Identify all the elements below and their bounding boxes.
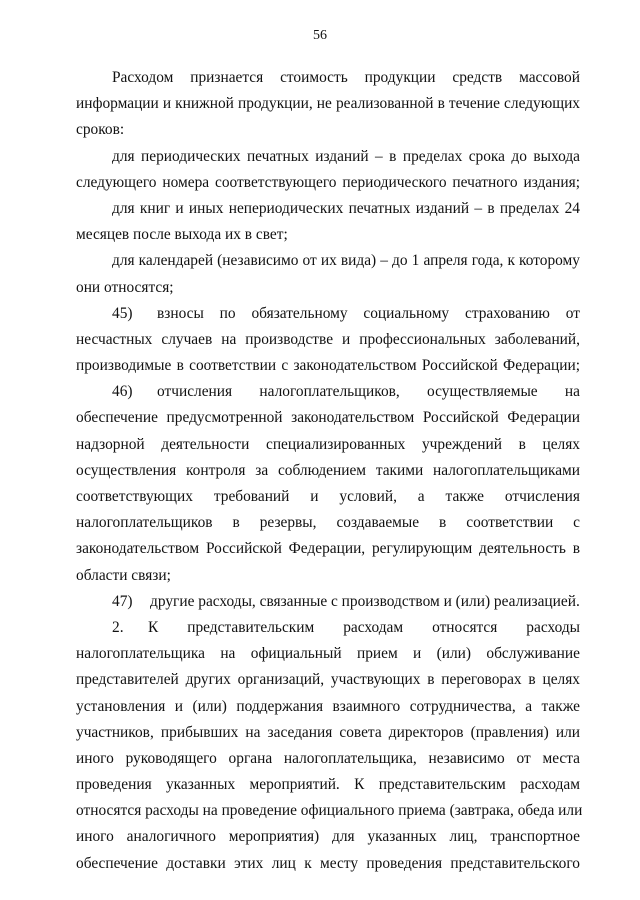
text-line: взносы по обязательному социальному страхованию от — [157, 304, 580, 322]
text-line: К представительским расходам относятся расходы — [148, 618, 580, 636]
text-line: участников, прибывших на заседания совета директоров (правления) или — [76, 723, 580, 741]
text-line: надзорной деятельности специализированных учреждений в целях — [76, 435, 580, 453]
text-line: иного руководящего органа налогоплательщика, независимо от места — [76, 749, 580, 767]
text-line: налогоплательщика на официальный прием и (или) обслуживание — [76, 645, 580, 663]
item-number: 45) — [112, 304, 133, 322]
text-line: следующего номера соответствующего периодического печатного издания; — [76, 173, 580, 191]
text-line: законодательством Российской Федерации, регулирующим деятельность в — [76, 540, 580, 558]
text-line: сроков: — [76, 121, 125, 139]
text-line: обеспечение доставки этих лиц к месту проведения представительского — [76, 854, 580, 872]
text-line: иного аналогичного мероприятия) для указанных лиц, транспортное — [76, 828, 580, 846]
text-line: для книг и иных непериодических печатных изданий – в пределах 24 — [112, 199, 580, 217]
list-item-47 — [76, 589, 580, 615]
text-line: информации и книжной продукции, не реализованной в течение следующих — [76, 95, 580, 113]
text-line: другие расходы, связанные с производством и (или) реализацией. — [150, 592, 580, 610]
page-number: 56 — [313, 28, 327, 43]
text-line: представителей других организаций, участвующих в переговорах в целях — [76, 671, 580, 689]
text-line: несчастных случаев на производстве и профессиональных заболеваний, — [76, 330, 580, 348]
item-number: 46) — [112, 383, 133, 401]
list-item-2 — [76, 615, 580, 641]
text-line: установления и (или) поддержания взаимного сотрудничества, а также — [76, 697, 580, 715]
document-body — [76, 65, 583, 877]
text-line: для календарей (независимо от их вида) – до 1 апреля года, к которому — [112, 252, 580, 270]
text-line: налогоплательщиков в резервы, создаваемые в соответствии с — [76, 514, 580, 532]
text-line: для периодических печатных изданий – в пределах срока до выхода — [112, 147, 580, 165]
text-line: месяцев после выхода их в свет; — [76, 226, 288, 244]
text-line: проведения указанных мероприятий. К представительским расходам — [76, 776, 580, 794]
text-line: относятся расходы на проведение официального приема (завтрака, обеда или — [76, 802, 583, 820]
text-line: производимые в соответствии с законодательством Российской Федерации; — [76, 357, 580, 375]
text-line: осуществления контроля за соблюдением такими налогоплательщиками — [76, 461, 580, 479]
text-line: соответствующих требований и условий, а также отчисления — [76, 488, 580, 505]
text-line: области связи; — [76, 566, 171, 584]
text-line: обеспечение предусмотренной законодательством Российской Федерации — [76, 409, 580, 427]
item-number: 47) — [112, 592, 133, 610]
text-line: Расходом признается стоимость продукции средств массовой — [112, 69, 580, 86]
item-number: 2. — [112, 618, 124, 636]
list-item-46 — [76, 379, 580, 405]
text-line: они относятся; — [76, 278, 174, 296]
text-line: отчисления налогоплательщиков, осуществляемые на — [157, 383, 580, 401]
list-item-45 — [76, 301, 580, 327]
